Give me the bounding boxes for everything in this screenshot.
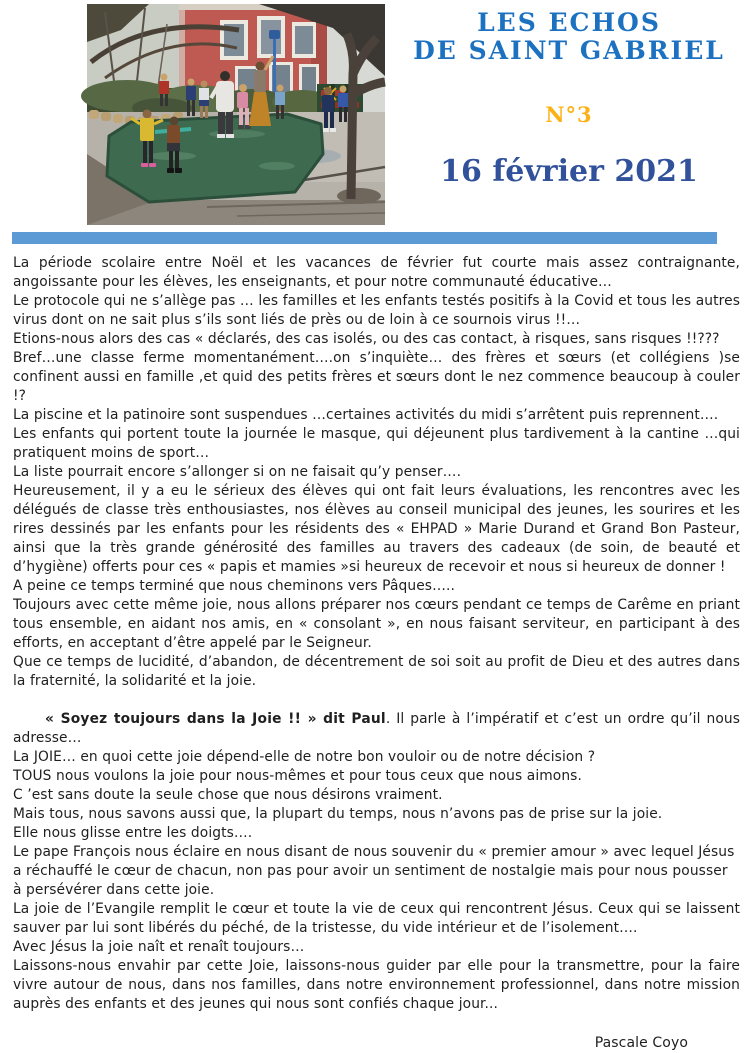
paragraph: Mais tous, nous savons aussi que, la plupart du temps, nous n’avons pas de prise sur la joie. bbox=[13, 806, 663, 822]
signature: Pascale Coyo bbox=[594, 1035, 688, 1051]
paragraph: Etions-nous alors des cas « déclarés, des cas isolés, ou des cas contact, à risques, sans risques !!??? bbox=[13, 331, 720, 347]
article-body bbox=[13, 254, 740, 1053]
paragraph: A peine ce temps terminé que nous cheminons vers Pâques….. bbox=[13, 578, 455, 594]
title-line-1: LES ECHOS bbox=[477, 8, 661, 37]
lead-rest: . Il parle à l’impératif et c’est un ordre qu’il nous adresse… bbox=[13, 711, 740, 746]
paragraph: Bref…une classe ferme momentanément….on s’inquiète… des frères et sœurs (et collégiens )se confinent aussi en famille ,et quid des petits frères et sœurs dont le nez commence beaucoup à couler !? bbox=[13, 350, 740, 404]
paragraph: La période scolaire entre Noël et les vacances de février fut courte mais assez contraignante, angoissante pour les élèves, les enseignants, et pour notre communauté éducative… bbox=[13, 255, 740, 290]
paragraph: La liste pourrait encore s’allonger si on ne faisait qu’y penser…. bbox=[13, 464, 462, 480]
lead-bold-quote: « Soyez toujours dans la Joie !! » dit Paul bbox=[45, 711, 386, 727]
paragraph: Avec Jésus la joie naît et renaît toujours… bbox=[13, 939, 305, 955]
paragraph: La JOIE… en quoi cette joie dépend-elle de notre bon vouloir ou de notre décision ? bbox=[13, 749, 596, 765]
paragraph: Que ce temps de lucidité, d’abandon, de décentrement de soi soit au profit de Dieu et des autres dans la fraternité, la solidarité et la joie. bbox=[13, 654, 740, 689]
paragraph: C ’est sans doute la seule chose que nous désirons vraiment. bbox=[13, 787, 443, 803]
playground-photo-art bbox=[87, 4, 385, 225]
paragraph: TOUS nous voulons la joie pour nous-mêmes et pour tous ceux que nous aimons. bbox=[13, 768, 582, 784]
paragraph: Heureusement, il y a eu le sérieux des élèves qui ont fait leurs évaluations, les rencontres avec les délégués de classe très enthousiastes, nos élèves au conseil municipal des jeunes, les sourires et les rires dessinés par les enfants pour les résidents des « EHPAD » Marie Durand et Grand Bon Pasteur, ainsi que la très grande générosité des familles au travers des cadeaux (de soin, de beauté et d’hygiène) offerts pour ces « papis et mamies »si heureux de recevoir et nous si heureux de donner ! bbox=[13, 483, 740, 575]
playground-photo bbox=[87, 4, 385, 225]
masthead bbox=[385, 0, 753, 189]
divider-bar bbox=[12, 232, 717, 244]
paragraph: La piscine et la patinoire sont suspendues …certaines activités du midi s’arrêtent puis reprennent…. bbox=[13, 407, 719, 423]
lead-paragraph bbox=[13, 710, 740, 748]
paragraph: Le pape François nous éclaire en nous disant de nous souvenir du « premier amour » avec lequel Jésus a réchauffé le cœur de chacun, non pas pour avoir un sentiment de nostalgie mais pour nous pousser à persévérer dans cette joie. bbox=[13, 844, 735, 898]
play-mat bbox=[107, 114, 323, 202]
issue-number: N°3 bbox=[545, 102, 593, 127]
paragraph: Les enfants qui portent toute la journée le masque, qui déjeunent plus tardivement à la cantine …qui pratiquent moins de sport… bbox=[13, 426, 740, 461]
title-line-2: DE SAINT GABRIEL bbox=[413, 36, 725, 65]
joy-block bbox=[13, 710, 740, 1014]
paragraph: Toujours avec cette même joie, nous allons préparer nos cœurs pendant ce temps de Carême en priant tous ensemble, en aidant nos amis, en « consolant », en nous faisant serviteur, en participant à des efforts, en acceptant d’être appelé par le Seigneur. bbox=[13, 597, 740, 651]
paragraph: Le protocole qui ne s’allège pas … les familles et les enfants testés positifs à la Covid et tous les autres virus dont on ne sait plus s’ils sont liés de près ou de loin à ce sournois virus !!… bbox=[13, 293, 740, 328]
intro-block bbox=[13, 254, 740, 691]
newsletter-title bbox=[385, 9, 753, 65]
paragraph: La joie de l’Evangile remplit le cœur et toute la vie de ceux qui rencontrent Jésus. Ceux qui se laissent sauver par lui sont libérés du péché, de la tristesse, du vide intérieur et de l’isolement…. bbox=[13, 901, 740, 936]
paragraph: Elle nous glisse entre les doigts…. bbox=[13, 825, 253, 841]
issue-date: 16 février 2021 bbox=[440, 154, 698, 189]
paragraph: Laissons-nous envahir par cette Joie, laissons-nous guider par elle pour la transmettre, pour la faire vivre autour de nous, dans nos familles, dans notre environnement professionnel, dans notre mission auprès des enfants et des jeunes qui nous sont confiés chaque jour... bbox=[13, 958, 740, 1012]
